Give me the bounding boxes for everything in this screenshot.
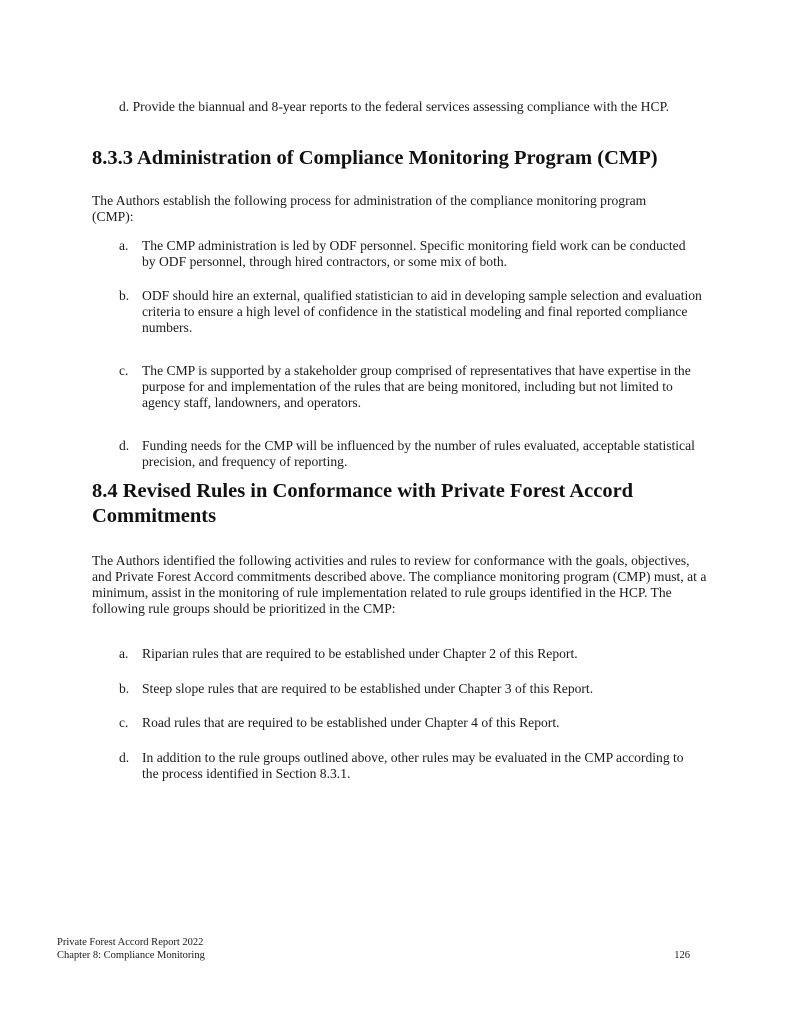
- list-marker: b.: [119, 681, 130, 696]
- list-marker: d.: [119, 750, 130, 765]
- list-item: [119, 750, 689, 782]
- list-marker: b.: [119, 288, 130, 303]
- list-item: [119, 681, 709, 697]
- footer-chapter: Chapter 8: Compliance Monitoring: [57, 950, 205, 961]
- list-text: The CMP administration is led by ODF personnel. Specific monitoring field work can be conducted by ODF personnel, through hired contractors, or some mix of both.: [142, 238, 686, 269]
- section-8-3-3-intro: The Authors establish the following process for administration of the compliance monitoring program (CMP):: [92, 193, 647, 224]
- list-item: [119, 646, 709, 662]
- list-marker: a.: [119, 646, 129, 661]
- list-text: Steep slope rules that are required to be established under Chapter 3 of this Report.: [142, 681, 594, 696]
- list-marker: a.: [119, 238, 129, 253]
- list-item: [119, 438, 719, 470]
- list-text: ODF should hire an external, qualified statistician to aid in developing sample selection and evaluation criteria to ensure a high level of confidence in the statistical modeling and final reported compliance numbers.: [142, 288, 702, 335]
- footer-report-title: Private Forest Accord Report 2022: [57, 937, 204, 948]
- list-text: Riparian rules that are required to be established under Chapter 2 of this Report.: [142, 646, 578, 661]
- page-number: 126: [674, 950, 690, 961]
- list-item: [119, 715, 709, 731]
- section-heading-8-4-line1: 8.4 Revised Rules in Conformance with Private Forest Accord: [92, 480, 634, 502]
- list-text: Funding needs for the CMP will be influenced by the number of rules evaluated, acceptable statistical precision, and frequency of reporting.: [142, 438, 695, 469]
- list-item: [119, 238, 699, 270]
- list-marker: c.: [119, 715, 129, 730]
- list-item: [119, 288, 719, 336]
- list-item: [119, 363, 699, 411]
- list-item-top-d: d. Provide the biannual and 8-year reports to the federal services assessing compliance with the HCP.: [119, 99, 670, 114]
- list-marker: c.: [119, 363, 129, 378]
- list-marker: d.: [119, 438, 130, 453]
- list-text: The CMP is supported by a stakeholder group comprised of representatives that have expertise in the purpose for and implementation of the rules that are being monitored, including but not limited to agency staff, landowners, and operators.: [142, 363, 691, 410]
- section-8-4-intro: The Authors identified the following activities and rules to review for conformance with the goals, objectives, and Private Forest Accord commitments described above. The compliance monitoring program (CMP) must, at a minimum, assist in the monitoring of rule implementation related to rule groups identified in the HCP. The following rule groups should be prioritized in the CMP:: [92, 553, 707, 616]
- list-text: In addition to the rule groups outlined above, other rules may be evaluated in the CMP according to the process identified in Section 8.3.1.: [142, 750, 684, 781]
- section-heading-8-3-3: 8.3.3 Administration of Compliance Monitoring Program (CMP): [92, 147, 658, 169]
- section-heading-8-4-line2: Commitments: [92, 505, 217, 527]
- list-text: Road rules that are required to be established under Chapter 4 of this Report.: [142, 715, 560, 730]
